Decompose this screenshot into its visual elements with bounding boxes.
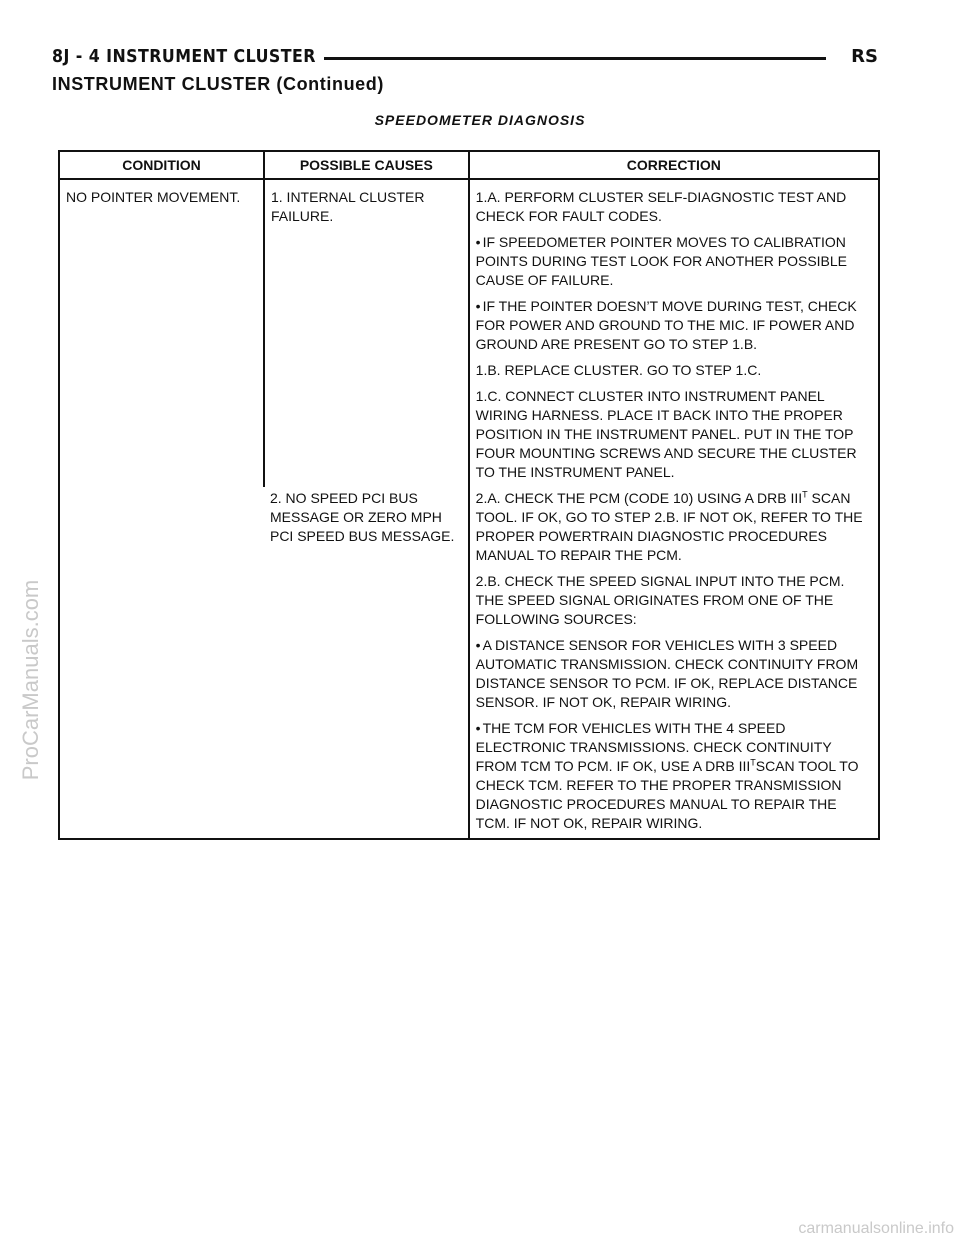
correction-bullet [476, 297, 872, 354]
correction-step-1c: 1.C. CONNECT CLUSTER INTO INSTRUMENT PANEL WIRING HARNESS. PLACE IT BACK INTO THE PROPER POSITION IN THE INSTRUMENT PANEL. PUT IN THE TOP FOUR MOUNTING SCREWS AND SECURE THE CLUSTER TO THE INSTRUMENT PANEL. [475, 388, 857, 480]
correction-bullet-text: IF SPEEDOMETER POINTER MOVES TO CALIBRATION POINTS DURING TEST LOOK FOR ANOTHER POSSIBLE CAUSE OF FAILURE. [475, 234, 848, 288]
correction-bullet [476, 233, 872, 290]
cause-cell-1 [264, 179, 469, 487]
correction-bullet-text: A DISTANCE SENSOR FOR VEHICLES WITH 3 SPEED AUTOMATIC TRANSMISSION. CHECK CONTINUITY FROM DISTANCE SENSOR TO PCM. IF OK, REPLACE DISTANCE SENSOR. IF NOT OK, REPAIR WIRING. [475, 637, 859, 710]
table-header-row [59, 151, 879, 179]
column-header-correction: CORRECTION [469, 151, 879, 179]
correction-cell-2 [469, 487, 879, 839]
registered-trademark-icon: T [750, 757, 756, 768]
correction-bullet [476, 636, 872, 712]
correction-step-2b: 2.B. CHECK THE SPEED SIGNAL INPUT INTO THE PCM. THE SPEED SIGNAL ORIGINATES FROM ONE OF THE FOLLOWING SOURCES: [475, 573, 845, 627]
column-header-causes: POSSIBLE CAUSES [264, 151, 469, 179]
bullet-icon: • [475, 720, 481, 736]
header-rule [324, 57, 826, 60]
side-watermark-text: ProCarManuals.com [18, 579, 43, 781]
correction-cell-1 [469, 179, 879, 487]
footer-watermark: carmanualsonline.info [798, 1220, 954, 1237]
registered-trademark-icon: T [802, 489, 808, 500]
table-title: SPEEDOMETER DIAGNOSIS [374, 112, 586, 128]
table-row [59, 179, 879, 487]
correction-step-1a: 1.A. PERFORM CLUSTER SELF-DIAGNOSTIC TEST AND CHECK FOR FAULT CODES. [475, 189, 847, 224]
correction-bullet: • THE TCM FOR VEHICLES WITH THE 4 SPEED ELECTRONIC TRANSMISSIONS. CHECK CONTINUITY FROM TCM TO PCM. IF OK, USE A DRB $III^TSCAN$ TOOL TO CHECK TCM. REFER TO THE PROPER TRANSMISSION DIAGNOSTIC PROCEDURES MANUAL TO REPAIR THE TCM. IF NOT OK, REPAIR WIRING. [475, 720, 859, 831]
correction-step-2a: 2.A. CHECK THE PCM (CODE 10) USING A DRB $III^T$ SCAN TOOL. IF OK, GO TO STEP 2.B. IF NOT OK, REFER TO THE PROPER POWERTRAIN DIAGNOSTIC PROCEDURES MANUAL TO REPAIR THE PCM. [475, 489, 863, 563]
page-header [52, 46, 878, 70]
column-header-condition: CONDITION [59, 151, 264, 179]
header-model-code: RS [851, 46, 878, 67]
condition-cell [59, 179, 264, 839]
cause-text-2: 2. NO SPEED PCI BUS MESSAGE OR ZERO MPH PCI SPEED BUS MESSAGE. [269, 490, 455, 544]
cause-cell-2 [264, 487, 469, 839]
bullet-icon: • [475, 298, 481, 314]
bullet-icon: • [475, 234, 481, 250]
speedometer-diagnosis-table [58, 150, 880, 840]
header-section-label: 8J - 4 INSTRUMENT CLUSTER [52, 46, 316, 67]
correction-bullet-text: IF THE POINTER DOESN’T MOVE DURING TEST, CHECK FOR POWER AND GROUND TO THE MIC. IF POWER AND GROUND ARE PRESENT GO TO STEP 1.B. [475, 298, 857, 352]
bullet-icon: • [475, 637, 481, 653]
section-title: INSTRUMENT CLUSTER (Continued) [52, 74, 384, 94]
condition-text: NO POINTER MOVEMENT. [66, 189, 241, 205]
correction-step-1b: 1.B. REPLACE CLUSTER. GO TO STEP 1.C. [475, 362, 762, 378]
side-watermark [7, 530, 55, 830]
cause-text-1: 1. INTERNAL CLUSTER FAILURE. [270, 189, 425, 224]
